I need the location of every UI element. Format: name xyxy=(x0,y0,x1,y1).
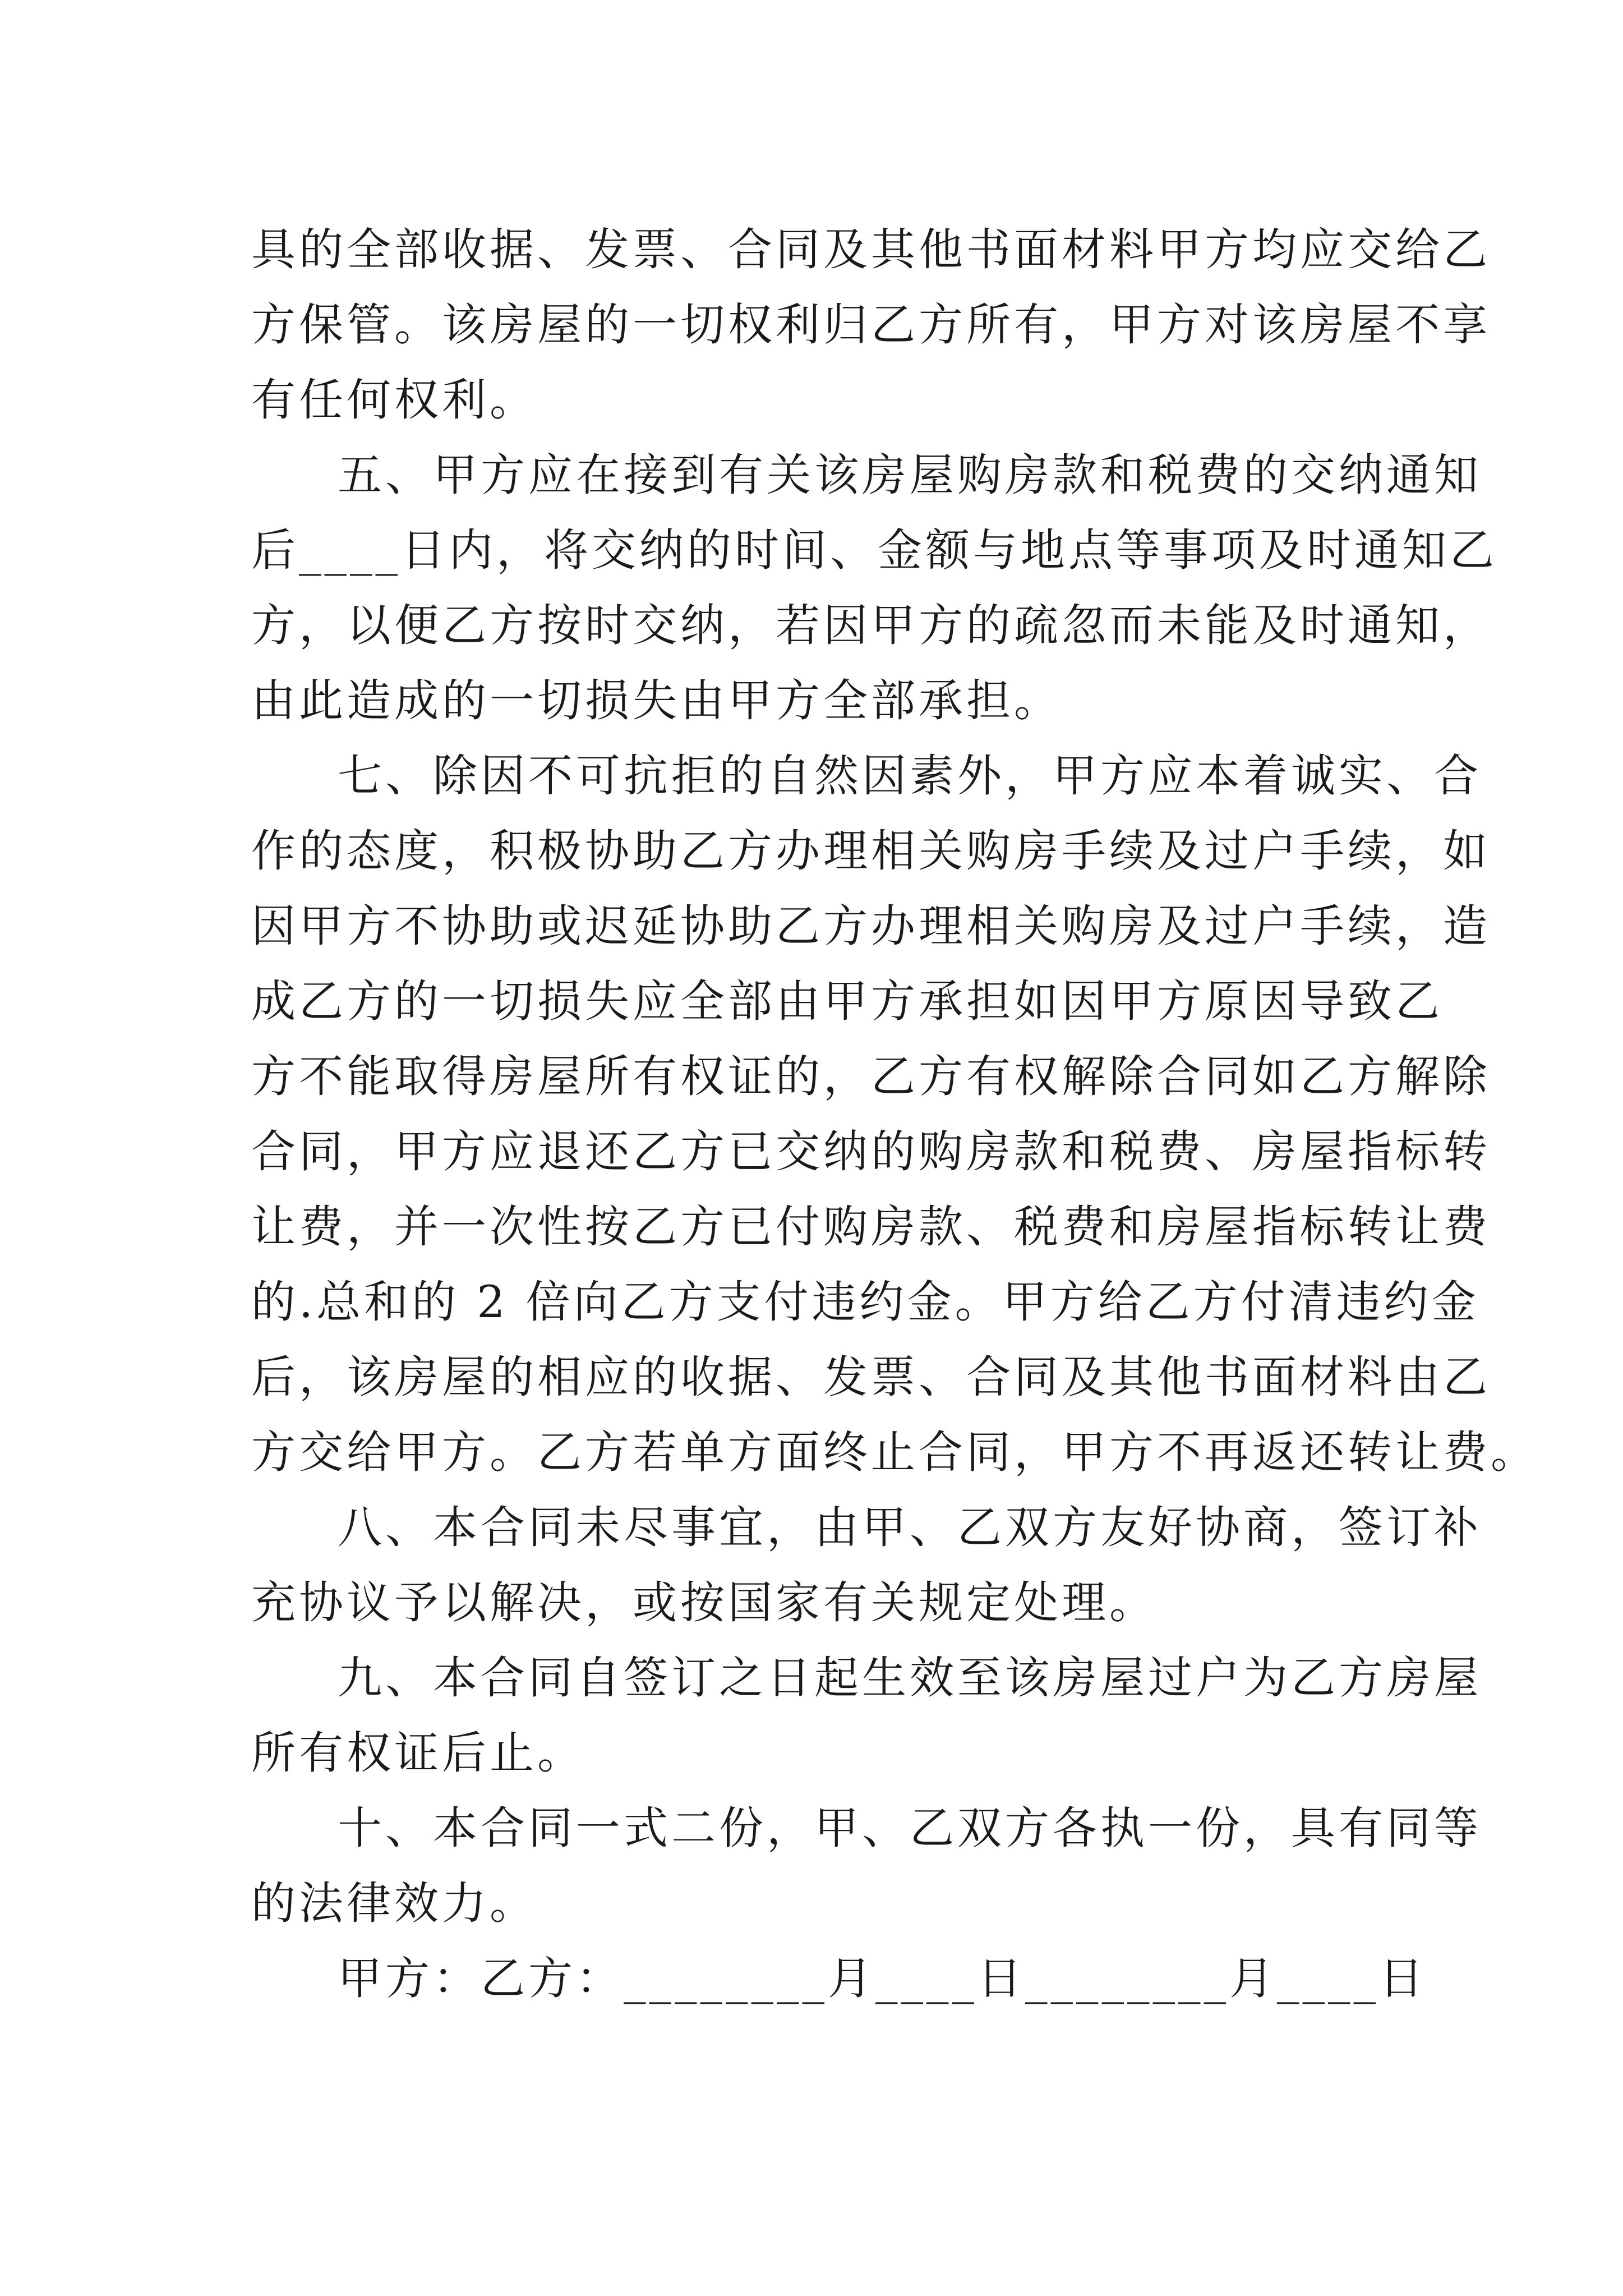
text-line: 后，该房屋的相应的收据、发票、合同及其他书面材料由乙 xyxy=(251,1351,1491,1403)
text-line: 方交给甲方。乙方若单方面终止合同，甲方不再返还转让费。 xyxy=(251,1427,1538,1478)
text-line: 方，以便乙方按时交纳，若因甲方的疏忽而未能及时通知， xyxy=(251,600,1491,651)
text-line: 有任何权利。 xyxy=(251,374,537,426)
text-line: 充协议予以解决，或按国家有关规定处理。 xyxy=(251,1577,1157,1628)
text-line: 作的态度，积极协助乙方办理相关购房手续及过户手续，如 xyxy=(251,825,1491,877)
contract-text-block xyxy=(251,212,1538,2016)
text-line: 后____日内，将交纳的时间、金额与地点等事项及时通知乙 xyxy=(251,524,1497,576)
text-line: 方保管。该房屋的一切权利归乙方所有，甲方对该房屋不享 xyxy=(251,299,1491,351)
text-line: 七、除因不可抗拒的自然因素外，甲方应本着诚实、合 xyxy=(338,750,1482,802)
text-line: 八、本合同未尽事宜，由甲、乙双方友好协商，签订补 xyxy=(338,1502,1482,1553)
text-line: 合同，甲方应退还乙方已交纳的购房款和税费、房屋指标转 xyxy=(251,1126,1491,1177)
text-line: 具的全部收据、发票、合同及其他书面材料甲方均应交给乙 xyxy=(251,224,1491,275)
text-line: 的法律效力。 xyxy=(251,1878,537,1929)
text-line: 方不能取得房屋所有权证的，乙方有权解除合同如乙方解除 xyxy=(251,1051,1491,1102)
text-line: 所有权证后止。 xyxy=(251,1727,585,1779)
text-line: 甲方：乙方：________月____日________月____日 xyxy=(338,1953,1427,2004)
text-line: 因甲方不协助或迟延协助乙方办理相关购房及过户手续，造 xyxy=(251,900,1491,952)
text-line: 十、本合同一式二份，甲、乙双方各执一份，具有同等 xyxy=(338,1802,1482,1854)
text-line: 的.总和的 2 倍向乙方支付违约金。甲方给乙方付清违约金 xyxy=(251,1276,1479,1328)
text-line: 由此造成的一切损失由甲方全部承担。 xyxy=(251,675,1062,726)
text-line: 让费，并一次性按乙方已付购房款、税费和房屋指标转让费 xyxy=(251,1201,1491,1253)
text-line: 成乙方的一切损失应全部由甲方承担如因甲方原因导致乙 xyxy=(251,976,1443,1027)
text-line: 九、本合同自签订之日起生效至该房屋过户为乙方房屋 xyxy=(338,1652,1482,1704)
text-line: 五、甲方应在接到有关该房屋购房款和税费的交纳通知 xyxy=(338,449,1482,501)
